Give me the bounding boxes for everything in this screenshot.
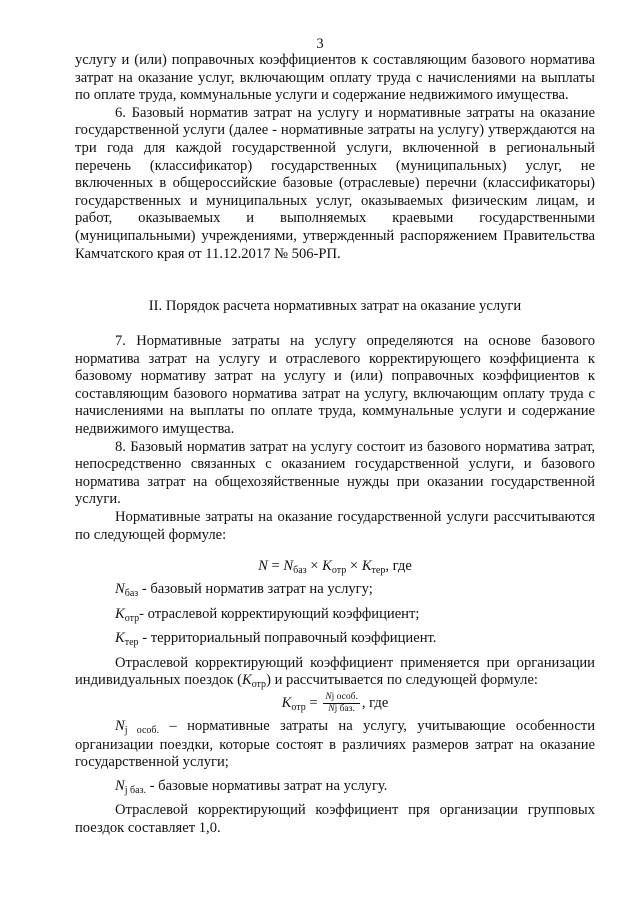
subscript-otr: отр [124,612,140,624]
symbol-k: K [241,672,252,689]
paragraph-text: ) и рассчитывается по следующей формуле: [266,672,538,689]
section-heading: II. Порядок расчета нормативных затрат на оказание услуги [148,298,522,314]
subscript-j-baz: j баз. [334,704,355,714]
definition-text: – нормативные затраты на услугу, учитывающие особенности организации поездки, которые состоят в различиях размеров затрат на оказание государственной услуги; [75,718,596,771]
paragraph-group-trips: Отраслевой корректирующий коэффициент пря организации групповых поездок составляет 1,0. [75,802,595,836]
symbol-n: N [115,581,125,597]
definition-n-j-baz [75,778,595,797]
fraction-numerator [323,692,360,704]
paragraph-continuation: услугу и (или) поправочных коэффициентов к составляющим базового норматива затрат на оказание услуг, включающим оплату труда с начислениями на выплаты по оплате труда, коммунальные услуги и содержание недвижимого имущества. [75,52,595,104]
text-block-middle [75,333,595,544]
symbol-n: N [115,777,125,794]
symbol-k: K [361,558,372,574]
paragraph-text: Отраслевой корректирующий коэффициент применяется при организации индивидуальных поездок ( [75,654,595,689]
symbol-k: K [281,694,292,711]
definition-k-ter [75,630,595,649]
definitions-block [75,581,595,691]
section-heading-wrap [75,298,595,316]
symbol-k: K [322,558,332,574]
symbol-n: N [115,718,125,734]
definition-n-baz [75,581,595,600]
subscript-ter: тер [124,637,139,649]
subscript-ter: тер [371,565,386,576]
equals-sign: = [305,694,322,711]
symbol-n: N [258,558,268,574]
subscript-j-osob: j особ. [331,692,358,702]
definition-k-otr [75,606,595,625]
subscript-otr: отр [291,701,306,713]
symbol-n: N [283,558,294,574]
paragraph-6: 6. Базовый норматив затрат на услугу и нормативные затраты на оказание государственной услуги (далее - нормативные затраты на услугу) утверждаются на три года для каждой государственной услуги, включенной в региональный перечень (классификатор) государственных (муниципальных) услуг, не включенных в общероссийские базовые (отраслевые) перечни (классификаторы) государственных и муниципальных услуг, оказываемых физическим лицам, и работ, оказываемых и выполняемых краевыми государственными (муниципальными) учреждениями, утвержденный распоряжением Правительства Камчатского края от 11.12.2017 № 506-РП. [75,104,595,262]
page-number: 3 [316,36,324,52]
definition-text: - базовый норматив затрат на услугу; [138,581,373,597]
text-block-bottom [75,718,595,838]
where-text: , где [361,694,389,711]
paragraph-formula-intro: Нормативные затраты на оказание государственной услуги рассчитываются по следующей формуле: [75,508,595,543]
definition-text: - отраслевой корректирующий коэффициент; [139,605,420,622]
definition-text: - территориальный поправочный коэффициент. [138,630,437,647]
text-block-top [75,52,595,263]
fraction-denominator [323,704,360,715]
subscript-baz: баз [293,565,307,576]
symbol-k: K [115,630,125,647]
subscript-otr: отр [251,679,267,691]
symbol-n: N [328,704,335,714]
subscript-j-osob: j особ. [124,725,160,736]
equals-sign: = [267,558,284,574]
formula-2 [75,692,595,715]
times-sign: × [346,558,362,574]
formula-1 [75,558,595,577]
definition-n-j-osob [75,718,595,772]
definition-text: - базовые нормативы затрат на услугу. [146,777,388,794]
symbol-n: N [325,692,332,702]
paragraph-8: 8. Базовый норматив затрат на услугу состоит из базового норматива затрат, непосредственно связанных с оказанием государственной услуги, и базового норматива затрат на общехозяйственные нужды при оказании государственной услуги. [75,438,595,508]
fraction [323,692,360,715]
subscript-j-baz: j баз. [124,784,146,796]
symbol-k: K [115,605,125,622]
where-text: , где [385,558,412,574]
subscript-baz: баз [124,588,139,599]
paragraph-k-otr-intro [75,655,595,691]
paragraph-7: 7. Нормативные затраты на услугу определяются на основе базового норматива затрат на услугу и отраслевого корректирующего коэффициента к базовому нормативу затрат на услугу и (или) поправочных коэффициентов к составляющим базового норматива затрат на услугу, включающим оплату труда с начислениями на выплаты по оплате труда, коммунальные услуги и содержание недвижимого имущества. [75,333,595,437]
times-sign: × [306,558,323,574]
subscript-otr: отр [331,565,347,576]
